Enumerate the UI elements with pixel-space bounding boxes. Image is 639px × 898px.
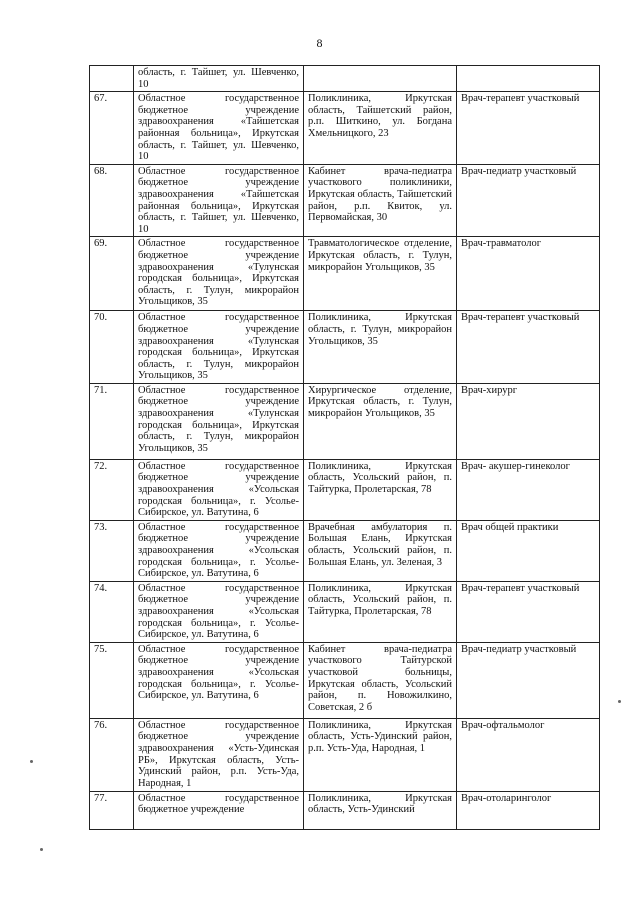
row-number: 77. — [90, 791, 134, 829]
location-cell: Кабинет врача-педиатра участкового поликлиники, Иркутская область, Тайшетский район, р.п. Квиток, ул. Первомайская, 30 — [304, 164, 457, 237]
scan-speck — [40, 848, 43, 851]
table-row — [90, 718, 600, 791]
institution-cell: Областное государственное бюджетное учреждение здравоохранения «Тайшетская районная больница», Иркутская область, г. Тайшет, ул. Шевченко, 10 — [134, 92, 304, 165]
row-number: 70. — [90, 311, 134, 384]
location-cell: Врачебная амбулатория п. Большая Елань, Иркутская область, Усольский район, п. Большая Елань, ул. Зеленая, 3 — [304, 520, 457, 581]
table-row — [90, 92, 600, 165]
position-cell: Врач-хирург — [457, 383, 600, 459]
scan-speck — [618, 700, 621, 703]
row-number: 74. — [90, 581, 134, 642]
position-cell: Врач-отоларинголог — [457, 791, 600, 829]
table-row — [90, 459, 600, 520]
page-number: 8 — [316, 36, 323, 50]
institution-cell: Областное государственное бюджетное учреждение здравоохранения «Усольская городская больница», г. Усолье-Сибирское, ул. Ватутина, 6 — [134, 459, 304, 520]
table-row — [90, 383, 600, 459]
row-number: 68. — [90, 164, 134, 237]
position-cell: Врач-педиатр участковый — [457, 164, 600, 237]
location-cell: Поликлиника, Иркутская область, г. Тулун, микрорайон Угольщиков, 35 — [304, 311, 457, 384]
location-cell: Поликлиника, Иркутская область, Усть-Удинский район, р.п. Усть-Уда, Народная, 1 — [304, 718, 457, 791]
location-cell: Поликлиника, Иркутская область, Усольский район, п. Тайтурка, Пролетарская, 78 — [304, 459, 457, 520]
table-row — [90, 520, 600, 581]
table-row — [90, 311, 600, 384]
row-number: 76. — [90, 718, 134, 791]
location-cell: Хирургическое отделение, Иркутская область, г. Тулун, микрорайон Угольщиков, 35 — [304, 383, 457, 459]
location-cell: Кабинет врача-педиатра участкового Тайтурской участковой больницы, Иркутская область, Усольский район, п. Новожилкино, Советская, 2 б — [304, 642, 457, 718]
row-number: 71. — [90, 383, 134, 459]
institution-cell: Областное государственное бюджетное учреждение здравоохранения «Тулунская городская больница», Иркутская область, г. Тулун, микрорайон Угольщиков, 35 — [134, 383, 304, 459]
institution-cell: Областное государственное бюджетное учреждение здравоохранения «Усольская городская больница», г. Усолье-Сибирское, ул. Ватутина, 6 — [134, 520, 304, 581]
institution-cell: Областное государственное бюджетное учреждение здравоохранения «Тулунская городская больница», Иркутская область, г. Тулун, микрорайон Угольщиков, 35 — [134, 311, 304, 384]
institution-cell: область, г. Тайшет, ул. Шевченко, 10 — [134, 66, 304, 92]
row-number: 69. — [90, 237, 134, 311]
row-number: 67. — [90, 92, 134, 165]
position-cell: Врач-травматолог — [457, 237, 600, 311]
location-cell: Травматологическое отделение, Иркутская область, г. Тулун, микрорайон Угольщиков, 35 — [304, 237, 457, 311]
institution-cell: Областное государственное бюджетное учреждение здравоохранения «Усольская городская больница», г. Усолье-Сибирское, ул. Ватутина, 6 — [134, 642, 304, 718]
table-row — [90, 237, 600, 311]
institution-cell: Областное государственное бюджетное учреждение здравоохранения «Усольская городская больница», г. Усолье-Сибирское, ул. Ватутина, 6 — [134, 581, 304, 642]
institution-cell: Областное государственное бюджетное учреждение здравоохранения «Тайшетская районная больница», Иркутская область, г. Тайшет, ул. Шевченко, 10 — [134, 164, 304, 237]
position-cell: Врач-офтальмолог — [457, 718, 600, 791]
row-number — [90, 66, 134, 92]
scan-speck — [30, 760, 33, 763]
institution-cell: Областное государственное бюджетное учреждение здравоохранения «Усть-Удинская РБ», Иркутская область, Усть-Удинский район, р.п. Усть-Уда, Народная, 1 — [134, 718, 304, 791]
position-cell: Врач- акушер-гинеколог — [457, 459, 600, 520]
position-cell: Врач-терапевт участковый — [457, 311, 600, 384]
institutions-table — [89, 65, 600, 830]
table-row — [90, 164, 600, 237]
position-cell — [457, 66, 600, 92]
location-cell: Поликлиника, Иркутская область, Усольский район, п. Тайтурка, Пролетарская, 78 — [304, 581, 457, 642]
location-cell: Поликлиника, Иркутская область, Тайшетский район, р.п. Шиткино, ул. Богдана Хмельницкого, 23 — [304, 92, 457, 165]
row-number: 73. — [90, 520, 134, 581]
position-cell: Врач-терапевт участковый — [457, 92, 600, 165]
row-number: 75. — [90, 642, 134, 718]
table-row — [90, 66, 600, 92]
position-cell: Врач-терапевт участковый — [457, 581, 600, 642]
location-cell: Поликлиника, Иркутская область, Усть-Удинский — [304, 791, 457, 829]
position-cell: Врач общей практики — [457, 520, 600, 581]
table-row — [90, 581, 600, 642]
position-cell: Врач-педиатр участковый — [457, 642, 600, 718]
institution-cell: Областное государственное бюджетное учреждение — [134, 791, 304, 829]
row-number: 72. — [90, 459, 134, 520]
location-cell — [304, 66, 457, 92]
institution-cell: Областное государственное бюджетное учреждение здравоохранения «Тулунская городская больница», Иркутская область, г. Тулун, микрорайон Угольщиков, 35 — [134, 237, 304, 311]
table-row — [90, 642, 600, 718]
table-row — [90, 791, 600, 829]
